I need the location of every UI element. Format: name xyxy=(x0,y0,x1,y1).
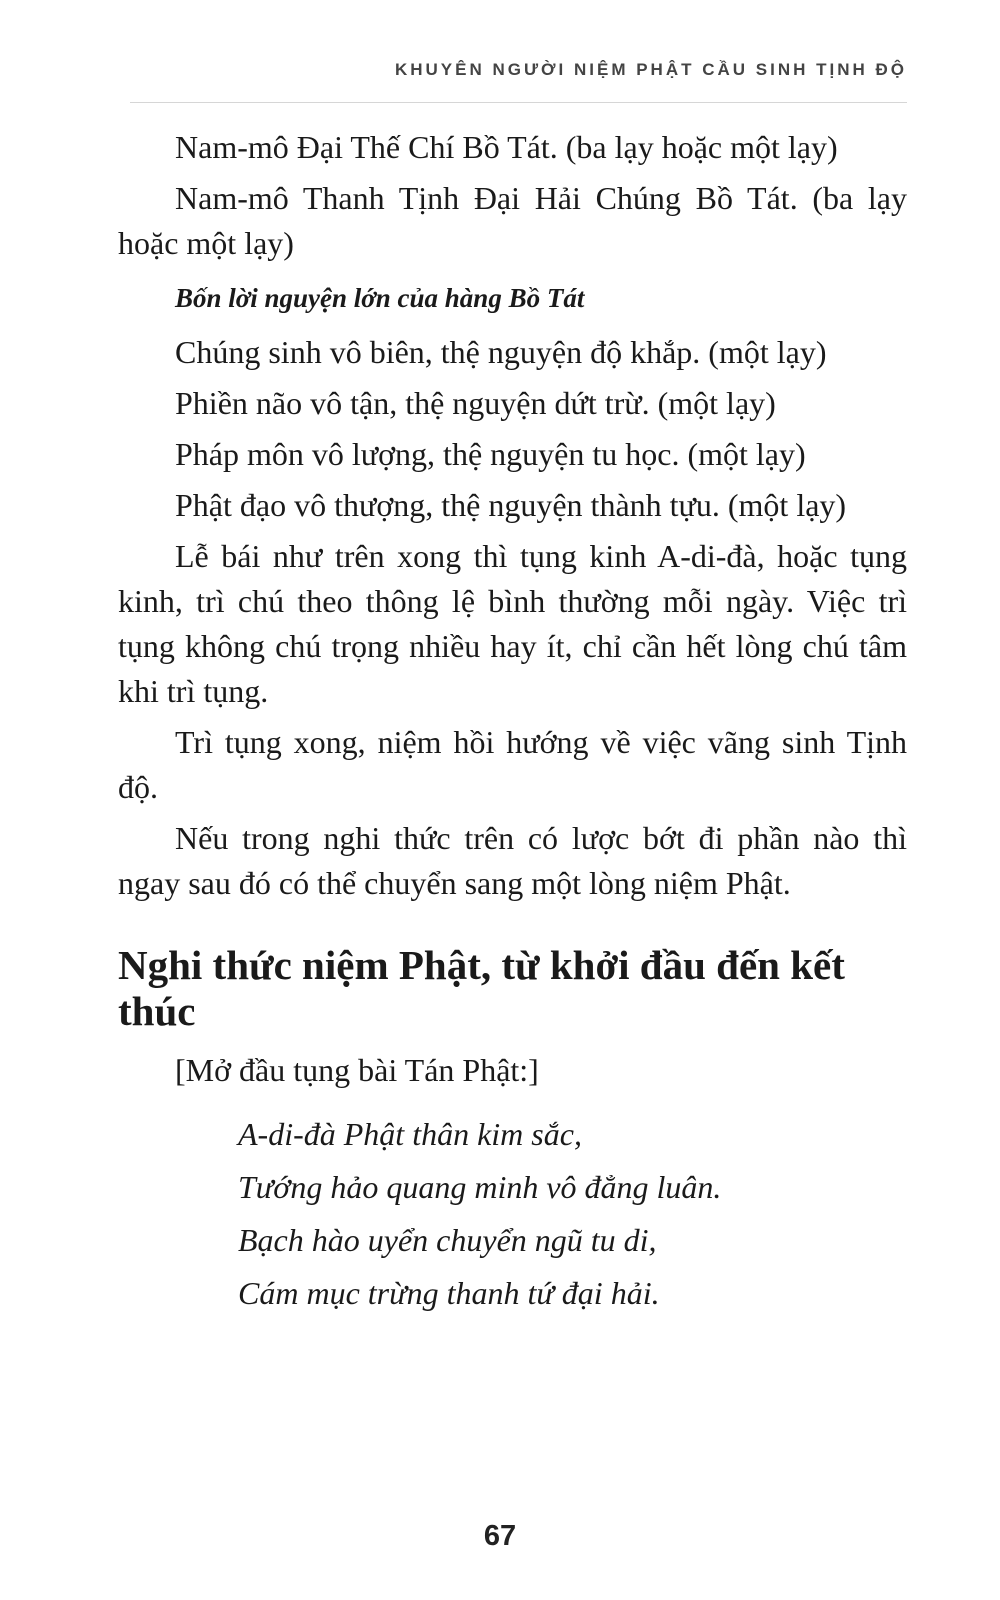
verse-line: A-di-đà Phật thân kim sắc, xyxy=(238,1116,582,1152)
vow-line: Phật đạo vô thượng, thệ nguyện thành tựu. (một lạy) xyxy=(175,487,847,523)
paragraph: Nam-mô Đại Thế Chí Bồ Tát. (ba lạy hoặc một lạy) xyxy=(175,129,838,165)
paragraph: Trì tụng xong, niệm hồi hướng về việc vãng sinh Tịnh độ. xyxy=(118,724,907,805)
section-title: Nghi thức niệm Phật, từ khởi đầu đến kết thúc xyxy=(118,942,845,1034)
header-divider xyxy=(130,102,907,103)
vow-line: Pháp môn vô lượng, thệ nguyện tu học. (một lạy) xyxy=(175,436,806,472)
vow-line: Chúng sinh vô biên, thệ nguyện độ khắp. (một lạy) xyxy=(175,334,827,370)
verse-line: Cám mục trừng thanh tứ đại hải. xyxy=(238,1275,660,1311)
paragraph: Nam-mô Thanh Tịnh Đại Hải Chúng Bồ Tát. (ba lạy hoặc một lạy) xyxy=(118,180,907,261)
verse-line: Bạch hào uyển chuyển ngũ tu di, xyxy=(238,1222,657,1258)
verse-line: Tướng hảo quang minh vô đẳng luân. xyxy=(238,1169,722,1205)
running-header: KHUYÊN NGƯỜI NIỆM PHẬT CẦU SINH TỊNH ĐỘ xyxy=(394,60,907,79)
page-body xyxy=(118,125,907,1323)
vows-heading: Bốn lời nguyện lớn của hàng Bồ Tát xyxy=(175,283,585,313)
page-number: 67 xyxy=(483,1520,517,1552)
section-intro: [Mở đầu tụng bài Tán Phật:] xyxy=(175,1052,539,1088)
vow-line: Phiền não vô tận, thệ nguyện dứt trừ. (một lạy) xyxy=(175,385,776,421)
paragraph: Lễ bái như trên xong thì tụng kinh A-di-đà, hoặc tụng kinh, trì chú theo thông lệ bình thường mỗi ngày. Việc trì tụng không chú trọng nhiều hay ít, chỉ cần hết lòng chú tâm khi trì tụng. xyxy=(118,538,907,709)
paragraph: Nếu trong nghi thức trên có lược bớt đi phần nào thì ngay sau đó có thể chuyển sang một lòng niệm Phật. xyxy=(118,820,907,901)
